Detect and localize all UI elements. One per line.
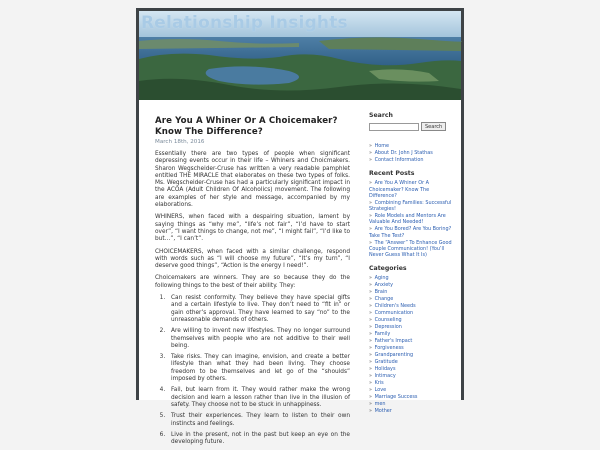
category-label: Love	[374, 386, 387, 393]
category-label: Father's Impact	[374, 337, 413, 344]
category-link[interactable]: » Change	[369, 295, 394, 302]
page-link-home[interactable]: » Home	[369, 143, 390, 149]
list-item: 3. Take risks. They can imagine, envision, and create a better lifestyle than what they had been living. They choose freedom to be themselves and let go of the “shoulds” imposed by others.	[167, 354, 350, 383]
recent-post-label: Combining Families: Successful Strategies!	[369, 199, 452, 212]
content-area	[139, 100, 461, 446]
category-link[interactable]: » Father's Impact	[369, 337, 413, 344]
category-label: Gratitude	[374, 358, 398, 365]
recent-post-link[interactable]: » Combining Families: Successful Strategies!	[369, 199, 452, 212]
recent-post-label: Role Models and Mentors Are Valuable And Needed!	[369, 213, 446, 226]
category-label: Brain	[374, 288, 388, 295]
paragraph: Choicemakers are winners. They are so because they do the following things to the best of their ability. They:	[155, 275, 350, 289]
category-label: men	[374, 400, 386, 407]
page-link-about[interactable]: » About Dr. John J Stathas	[369, 150, 433, 157]
category-link[interactable]: » Intimacy	[369, 372, 396, 379]
search-form	[369, 122, 457, 131]
pages-list	[369, 143, 457, 163]
category-link[interactable]: » Brain	[369, 288, 388, 295]
category-link[interactable]: » Anxiety	[369, 281, 394, 288]
sidebar	[369, 112, 457, 421]
category-link[interactable]: » Family	[369, 330, 391, 337]
categories-heading: Categories	[369, 264, 407, 272]
category-link[interactable]: » Children's Needs	[369, 302, 416, 309]
recent-posts-heading: Recent Posts	[369, 170, 415, 178]
category-label: Children's Needs	[374, 302, 416, 309]
recent-post-label: The “Answer” To Enhance Good Couple Communication! (You’ll Never Guess What It Is)	[369, 239, 452, 258]
category-link[interactable]: » Love	[369, 386, 387, 393]
page-link-label: Home	[374, 143, 390, 149]
list-item: 5. Trust their experiences. They learn to listen to their own instincts and feelings.	[167, 413, 350, 428]
category-link[interactable]: » Depression	[369, 323, 402, 330]
category-label: Depression	[374, 323, 402, 330]
post-date: March 18th, 2016	[155, 139, 205, 145]
category-link[interactable]: » Holidays	[369, 365, 396, 372]
categories-list	[369, 275, 457, 414]
list-item: 1. Can resist conformity. They believe they have special gifts and a certain lifestyle to live. They don’t need to “fit in” or gain other’s approval. They have learned to say “no” to the unreasonable demands of others.	[167, 295, 350, 324]
paragraph: Essentially there are two types of people when significant depressing events occur in their life – Whiners and Choicmakers. Sharon Wegscheider-Cruse has written a very readable pamphlet entitled THE MIRACLE that elaborates on these two types of folks. Ms. Wegscheider-Cruse has had a particularly significant impact in the ACOA (Adult Children Of Alcoholics) movement. The following are examples of her style and message, accompanied by my elaborations.	[155, 151, 350, 209]
category-label: Grandparenting	[374, 351, 414, 358]
category-label: Intimacy	[374, 372, 396, 379]
recent-post-link[interactable]: » The “Answer” To Enhance Good Couple Communication! (You’ll Never Guess What It Is)	[369, 239, 452, 258]
category-link[interactable]: » Mother	[369, 407, 392, 414]
blog-title[interactable]: Relationship Insights	[141, 13, 348, 33]
search-heading: Search	[369, 112, 393, 119]
category-label: Counseling	[374, 316, 402, 323]
list-item: 2. Are willing to invent new lifestyles. They no longer surround themselves with people who are not additive to their well being.	[167, 328, 350, 350]
category-link[interactable]: » Kris	[369, 379, 384, 386]
category-label: Communication	[374, 309, 414, 316]
page-link-contact[interactable]: » Contact Information	[369, 157, 424, 164]
category-link[interactable]: » men	[369, 400, 386, 407]
category-label: Marriage Success	[374, 393, 418, 400]
category-link[interactable]: » Gratitude	[369, 358, 398, 365]
post-title[interactable]: Are You A Whiner Or A Choicemaker? Know The Difference?	[155, 116, 338, 137]
category-link[interactable]: » Communication	[369, 309, 414, 316]
choicemaker-list	[155, 295, 350, 446]
category-link[interactable]: » Marriage Success	[369, 393, 418, 400]
list-item: 4. Fail, but learn from it. They would rather make the wrong decision and learn a lesson rather than live in the illusion of safety. They choose not to be stuck in unhappiness.	[167, 387, 350, 409]
category-label: Family	[374, 330, 391, 337]
post-entry	[155, 151, 350, 446]
search-input[interactable]	[369, 123, 419, 131]
list-item: 6. Live in the present, not in the past but keep an eye on the developing future.	[167, 432, 350, 447]
page-link-label: Contact Information	[374, 157, 424, 164]
paragraph: WHINERS, when faced with a despairing situation, lament by saying things as “why me”, “life’s not fair”, “I’d have to start over”, “I want things to change, not me”, “I might fail”, “I’d like to but…”, “I can’t”.	[155, 214, 350, 243]
category-label: Anxiety	[374, 281, 394, 288]
post-column	[155, 116, 350, 450]
header-banner	[139, 11, 461, 100]
category-label: Aging	[374, 274, 389, 281]
paragraph: CHOICEMAKERS, when faced with a similar challenge, respond with words such as “I will choose my future”, “It’s my turn”, “I deserve good things”, “Action is the energy I need!”.	[155, 248, 350, 270]
search-button[interactable]: Search	[421, 122, 446, 131]
page-link-label: About Dr. John J Stathas	[374, 150, 433, 157]
category-label: Holidays	[374, 365, 396, 372]
recent-post-link[interactable]: » Are You A Whiner Or A Choicemaker? Know The Difference?	[369, 180, 430, 199]
recent-post-link[interactable]: » Are You Bored? Are You Boring? Take The Test?	[369, 226, 452, 239]
category-link[interactable]: » Aging	[369, 274, 389, 281]
recent-posts-list	[369, 180, 457, 258]
category-link[interactable]: » Forgiveness	[369, 344, 404, 351]
category-label: Kris	[374, 379, 384, 386]
category-link[interactable]: » Counseling	[369, 316, 402, 323]
category-link[interactable]: » Grandparenting	[369, 351, 414, 358]
recent-post-link[interactable]: » Role Models and Mentors Are Valuable And Needed!	[369, 213, 446, 226]
category-label: Forgiveness	[374, 344, 404, 351]
category-label: Change	[374, 295, 394, 302]
recent-post-label: Are You Bored? Are You Boring? Take The Test?	[369, 226, 452, 239]
recent-post-label: Are You A Whiner Or A Choicemaker? Know The Difference?	[369, 180, 430, 199]
category-label: Mother	[374, 407, 392, 414]
